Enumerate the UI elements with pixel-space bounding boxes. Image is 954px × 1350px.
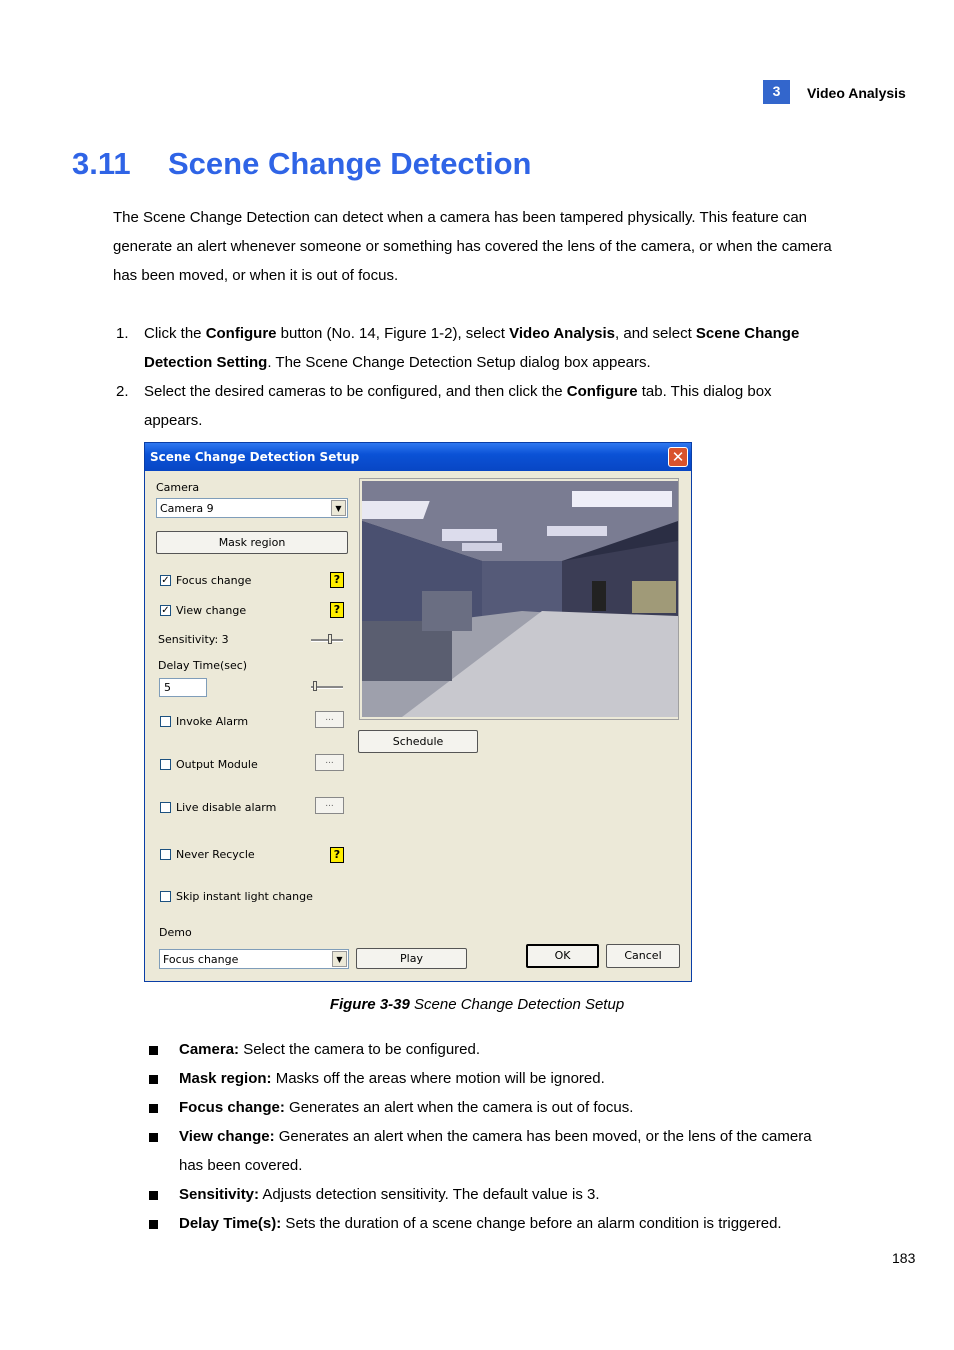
- section-title: Scene Change Detection: [168, 146, 532, 181]
- live-disable-alarm-checkbox[interactable]: [160, 802, 171, 813]
- output-module-options-button[interactable]: ...: [315, 754, 344, 771]
- step-text: Click the Configure button (No. 14, Figure 1-2), select Video Analysis, and select Scene Change Detection Setting. The Scene Change Detection Setup dialog box appears.: [144, 325, 800, 371]
- sensitivity-slider[interactable]: [311, 639, 343, 642]
- bullet-square-icon: [149, 1220, 158, 1229]
- cancel-button[interactable]: Cancel: [606, 944, 680, 968]
- sensitivity-label: Sensitivity: 3: [158, 633, 229, 646]
- output-module-label: Output Module: [176, 758, 258, 771]
- never-recycle-label: Never Recycle: [176, 848, 255, 861]
- delay-time-slider-thumb[interactable]: [313, 681, 317, 691]
- demo-select[interactable]: [159, 949, 349, 969]
- bullet-square-icon: [149, 1075, 158, 1084]
- chevron-down-icon[interactable]: ▼: [331, 500, 346, 516]
- help-icon[interactable]: ?: [330, 602, 344, 618]
- delay-time-input[interactable]: [159, 678, 207, 697]
- page-number: 183: [892, 1250, 916, 1266]
- bullet-square-icon: [149, 1104, 158, 1113]
- bullet-square-icon: [149, 1191, 158, 1200]
- bullet-square-icon: [149, 1133, 158, 1142]
- chevron-down-icon[interactable]: ▼: [332, 951, 347, 967]
- focus-change-checkbox[interactable]: ✓: [161, 575, 170, 586]
- list-item: View change: Generates an alert when the camera has been moved, or the lens of the camera has been covered.: [148, 1122, 829, 1180]
- never-recycle-checkbox[interactable]: [160, 849, 171, 860]
- dialog-title: Scene Change Detection Setup: [150, 450, 360, 464]
- focus-change-label: Focus change: [176, 574, 252, 587]
- chapter-title: Video Analysis: [807, 85, 906, 101]
- list-item: Camera: Select the camera to be configured.: [148, 1035, 838, 1064]
- bullet-square-icon: [149, 1046, 158, 1055]
- sensitivity-slider-thumb[interactable]: [328, 634, 332, 644]
- figure-caption-text: Scene Change Detection Setup: [409, 996, 625, 1013]
- ok-button[interactable]: OK: [526, 944, 599, 968]
- list-item: Mask region: Masks off the areas where motion will be ignored.: [148, 1064, 838, 1093]
- invoke-alarm-checkbox[interactable]: [160, 716, 171, 727]
- list-item: Sensitivity: Adjusts detection sensitivity. The default value is 3.: [148, 1180, 838, 1209]
- view-change-checkbox[interactable]: ✓: [161, 605, 170, 616]
- invoke-alarm-options-button[interactable]: ...: [315, 711, 344, 728]
- delay-time-label: Delay Time(sec): [158, 659, 248, 672]
- delay-time-value: 5: [164, 681, 171, 694]
- demo-select-value: Focus change: [163, 953, 239, 966]
- camera-select[interactable]: [156, 498, 348, 518]
- step-number: 1.: [116, 325, 129, 342]
- invoke-alarm-label: Invoke Alarm: [176, 715, 249, 728]
- dialog-titlebar: [145, 443, 691, 471]
- output-module-checkbox[interactable]: [160, 759, 171, 770]
- section-heading: [72, 146, 531, 182]
- step-number: 2.: [116, 383, 129, 400]
- figure-label: Figure 3-39: [329, 996, 410, 1013]
- skip-light-change-checkbox[interactable]: [160, 891, 171, 902]
- intro-paragraph: The Scene Change Detection can detect when a camera has been tampered physically. This feature can generate an alert whenever someone or something has covered the lens of the camera, or when the camera has been moved, or when it is out of focus.: [113, 209, 832, 284]
- section-number: 3.11: [72, 146, 131, 181]
- skip-light-change-label: Skip instant light change: [176, 890, 313, 903]
- list-item: Delay Time(s): Sets the duration of a scene change before an alarm condition is triggered.: [148, 1209, 838, 1238]
- camera-select-value: Camera 9: [160, 502, 214, 515]
- help-icon[interactable]: ?: [330, 847, 344, 863]
- bullet-list: [148, 1035, 838, 1238]
- mask-region-button[interactable]: Mask region: [156, 531, 348, 554]
- list-item: Focus change: Generates an alert when the camera is out of focus.: [148, 1093, 838, 1122]
- camera-preview-image: [362, 481, 678, 717]
- step-2: [113, 377, 833, 435]
- chapter-number-badge: 3: [763, 80, 790, 104]
- scene-change-dialog: [144, 442, 692, 982]
- camera-label: Camera: [156, 481, 200, 494]
- live-disable-alarm-label: Live disable alarm: [176, 801, 277, 814]
- figure-caption: [0, 996, 954, 1013]
- view-change-label: View change: [176, 604, 247, 617]
- help-icon[interactable]: ?: [330, 572, 344, 588]
- close-icon[interactable]: ✕: [668, 447, 688, 467]
- camera-preview-frame: [359, 478, 679, 720]
- demo-label: Demo: [159, 926, 192, 939]
- schedule-button[interactable]: Schedule: [358, 730, 478, 753]
- play-button[interactable]: Play: [356, 948, 467, 969]
- step-1: [113, 319, 833, 377]
- live-disable-alarm-options-button[interactable]: ...: [315, 797, 344, 814]
- step-text: Select the desired cameras to be configured, and then click the Configure tab. This dialog box appears.: [144, 383, 772, 429]
